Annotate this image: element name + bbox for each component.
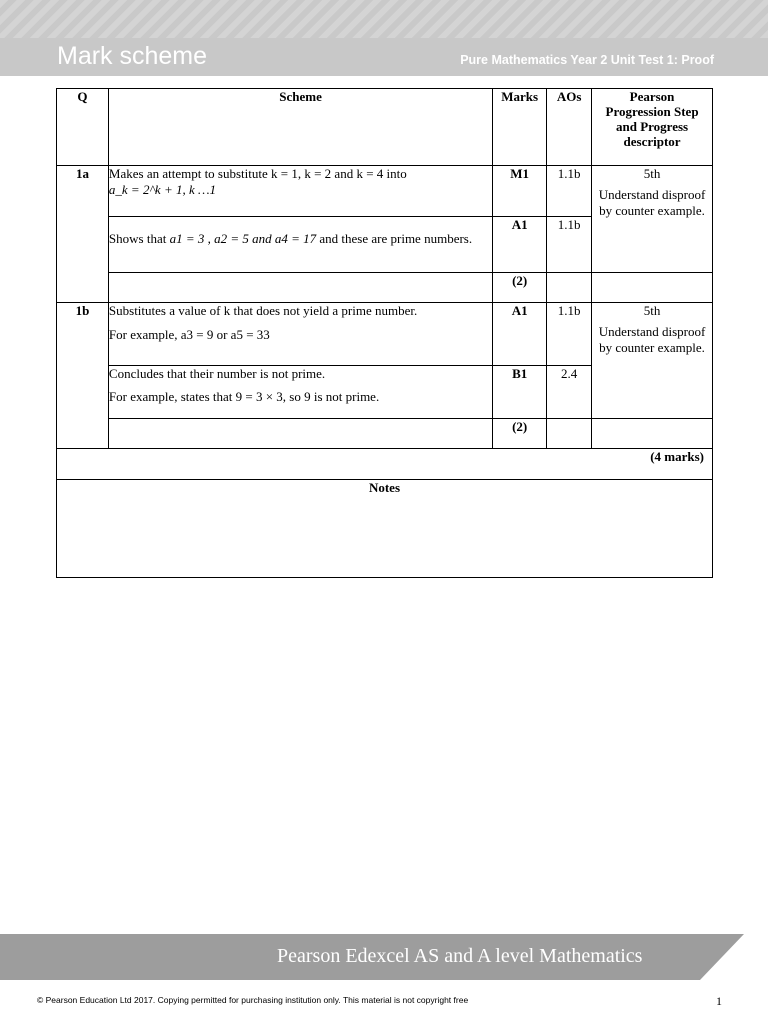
progress-descriptor: Understand disproof by counter example. (598, 187, 706, 218)
subtotal-1b: (2) (493, 419, 547, 449)
header-q: Q (57, 89, 109, 166)
empty-cell (547, 273, 592, 303)
subtotal-1a: (2) (493, 273, 547, 303)
scheme-example: For example, a3 = 9 or a5 = 33 (108, 327, 270, 342)
mark-cell: M1 (493, 166, 547, 217)
header-aos: AOs (547, 89, 592, 166)
page-number: 1 (716, 994, 722, 1008)
scheme-text: Substitutes a value of k that does not yield a prime number. (108, 303, 418, 318)
total-marks: (4 marks) (57, 449, 713, 480)
scheme-1a-shows (108, 217, 492, 273)
progression-step: 5th (643, 303, 661, 318)
progress-descriptor-1a (592, 166, 713, 273)
copyright-notice: © Pearson Education Ltd 2017. Copying permitted for purchasing institution only. This material is not copyright free (37, 995, 469, 1005)
scheme-1a-attempt (108, 166, 492, 217)
scheme-text: and these are prime numbers. (319, 231, 473, 246)
ao-cell: 1.1b (547, 217, 592, 273)
mark-scheme-table (56, 88, 713, 578)
ao-cell: 1.1b (547, 303, 592, 366)
table-row (57, 303, 713, 366)
page-title: Mark scheme (57, 42, 208, 70)
empty-cell (592, 419, 713, 449)
table-row (57, 166, 713, 217)
notes-label: Notes (57, 480, 713, 578)
ao-cell: 1.1b (547, 166, 592, 217)
question-label-1b: 1b (57, 303, 109, 449)
header-scheme: Scheme (108, 89, 492, 166)
mark-cell: A1 (493, 303, 547, 366)
progress-descriptor-1b (592, 303, 713, 419)
scheme-1b-substitute (108, 303, 492, 366)
scheme-text: Concludes that their number is not prime. (108, 366, 326, 381)
progression-step: 5th (643, 166, 661, 181)
header-pearson-descriptor: Pearson Progression Step and Progress descriptor (592, 89, 713, 166)
notes-row (57, 480, 713, 578)
scheme-text: Makes an attempt to substitute k = 1, k = 2 and k = 4 into (108, 166, 407, 181)
scheme-text: Shows that (108, 231, 167, 246)
ao-cell: 2.4 (547, 366, 592, 419)
empty-cell (547, 419, 592, 449)
scheme-values: a1 = 3 , a2 = 5 and a4 = 17 (169, 231, 317, 246)
scheme-formula: a_k = 2^k + 1, k …1 (108, 182, 217, 197)
total-marks-row (57, 449, 713, 480)
header-marks: Marks (493, 89, 547, 166)
question-label-1a: 1a (57, 166, 109, 303)
page-header (0, 0, 768, 76)
mark-cell: B1 (493, 366, 547, 419)
empty-cell (592, 273, 713, 303)
mark-cell: A1 (493, 217, 547, 273)
table-row (57, 419, 713, 449)
header-row (57, 89, 713, 166)
scheme-1b-conclude (108, 366, 492, 419)
empty-cell (108, 419, 492, 449)
empty-cell (108, 273, 492, 303)
footer-brand: Pearson Edexcel AS and A level Mathematics (277, 945, 643, 967)
table-row (57, 273, 713, 303)
page-subtitle: Pure Mathematics Year 2 Unit Test 1: Proof (460, 53, 714, 67)
scheme-example: For example, states that 9 = 3 × 3, so 9 is not prime. (108, 389, 380, 404)
progress-descriptor: Understand disproof by counter example. (598, 324, 706, 355)
